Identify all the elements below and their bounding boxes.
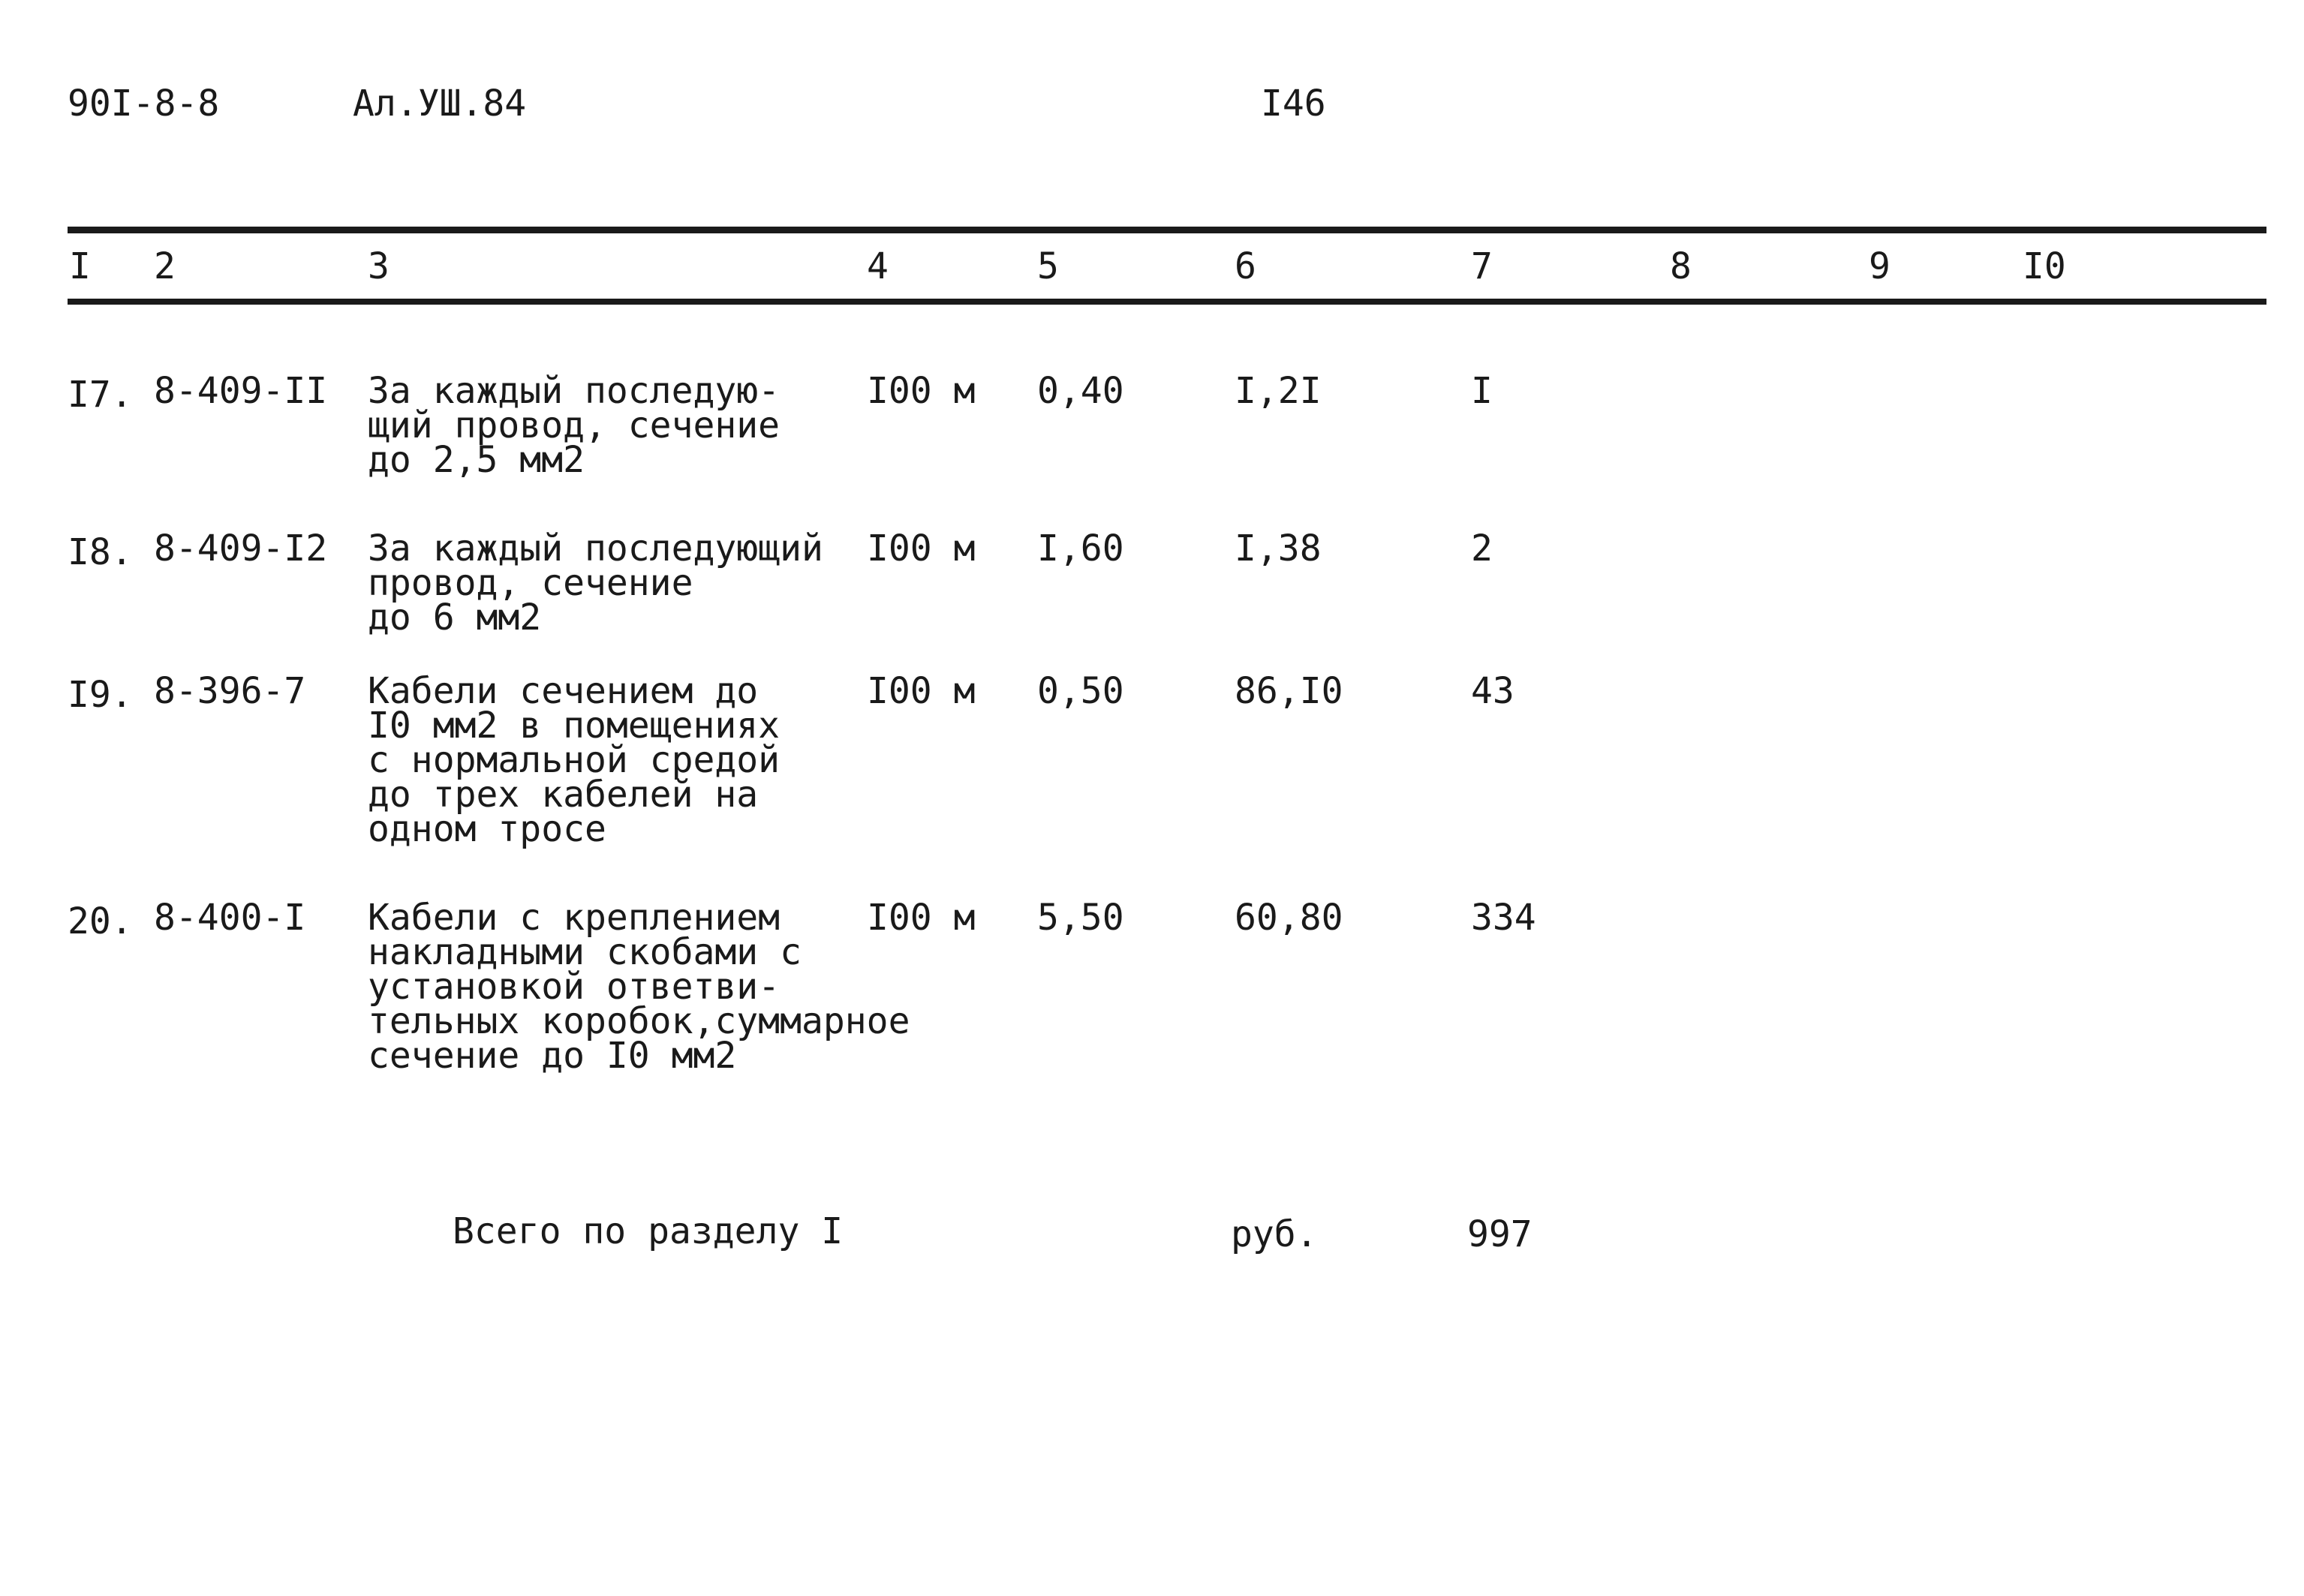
quantity: 0,40: [1037, 370, 1124, 412]
rate-code: 8-400-I: [154, 897, 306, 939]
table-top-rule: [68, 227, 2266, 233]
unit-price: I,2I: [1235, 370, 1322, 412]
unit-price: I,38: [1235, 527, 1322, 570]
column-number-1: I: [69, 245, 91, 287]
column-number-8: 8: [1670, 245, 1692, 287]
quantity: 5,50: [1037, 897, 1124, 939]
quantity: I,60: [1037, 527, 1124, 570]
work-description: Кабели с креплением накладными скобами с установкой ответви- тельных коробок,суммарное сечение до I0 мм2: [368, 897, 910, 1077]
rate-code: 8-409-II: [154, 370, 328, 412]
column-number-9: 9: [1869, 245, 1890, 287]
work-description: За каждый последующий провод, сечение до 6 мм2: [368, 527, 823, 639]
table-header-rule: [68, 299, 2266, 305]
column-number-10: I0: [2023, 245, 2066, 287]
unit: I00 м: [867, 670, 976, 712]
row-number: I9.: [68, 674, 133, 716]
work-description: Кабели сечением до I0 мм2 в помещениях с нормальной средой до трех кабелей на одном тросе: [368, 670, 781, 850]
summary-total: 997: [1467, 1213, 1532, 1255]
column-number-5: 5: [1037, 245, 1059, 287]
total-cost: 334: [1471, 897, 1536, 939]
work-description: За каждый последую- щий провод, сечение до 2,5 мм2: [368, 370, 781, 481]
rate-code: 8-396-7: [154, 670, 306, 712]
column-number-7: 7: [1471, 245, 1493, 287]
total-cost: 43: [1471, 670, 1514, 712]
column-number-3: 3: [368, 245, 390, 287]
column-number-6: 6: [1235, 245, 1256, 287]
total-cost: I: [1471, 370, 1493, 412]
album-reference: Ал.УШ.84: [353, 83, 527, 125]
row-number: 20.: [68, 900, 133, 942]
row-number: I8.: [68, 531, 133, 573]
quantity: 0,50: [1037, 670, 1124, 712]
unit: I00 м: [867, 897, 976, 939]
unit-price: 86,I0: [1235, 670, 1343, 712]
rate-code: 8-409-I2: [154, 527, 328, 570]
page-number: I46: [1261, 83, 1326, 125]
doc-code: 90I-8-8: [68, 83, 220, 125]
summary-label: Всего по разделу I: [453, 1210, 844, 1252]
unit: I00 м: [867, 527, 976, 570]
summary-currency: руб.: [1231, 1213, 1318, 1255]
total-cost: 2: [1471, 527, 1493, 570]
row-number: I7.: [68, 374, 133, 416]
column-number-2: 2: [154, 245, 176, 287]
unit: I00 м: [867, 370, 976, 412]
unit-price: 60,80: [1235, 897, 1343, 939]
column-number-4: 4: [867, 245, 889, 287]
